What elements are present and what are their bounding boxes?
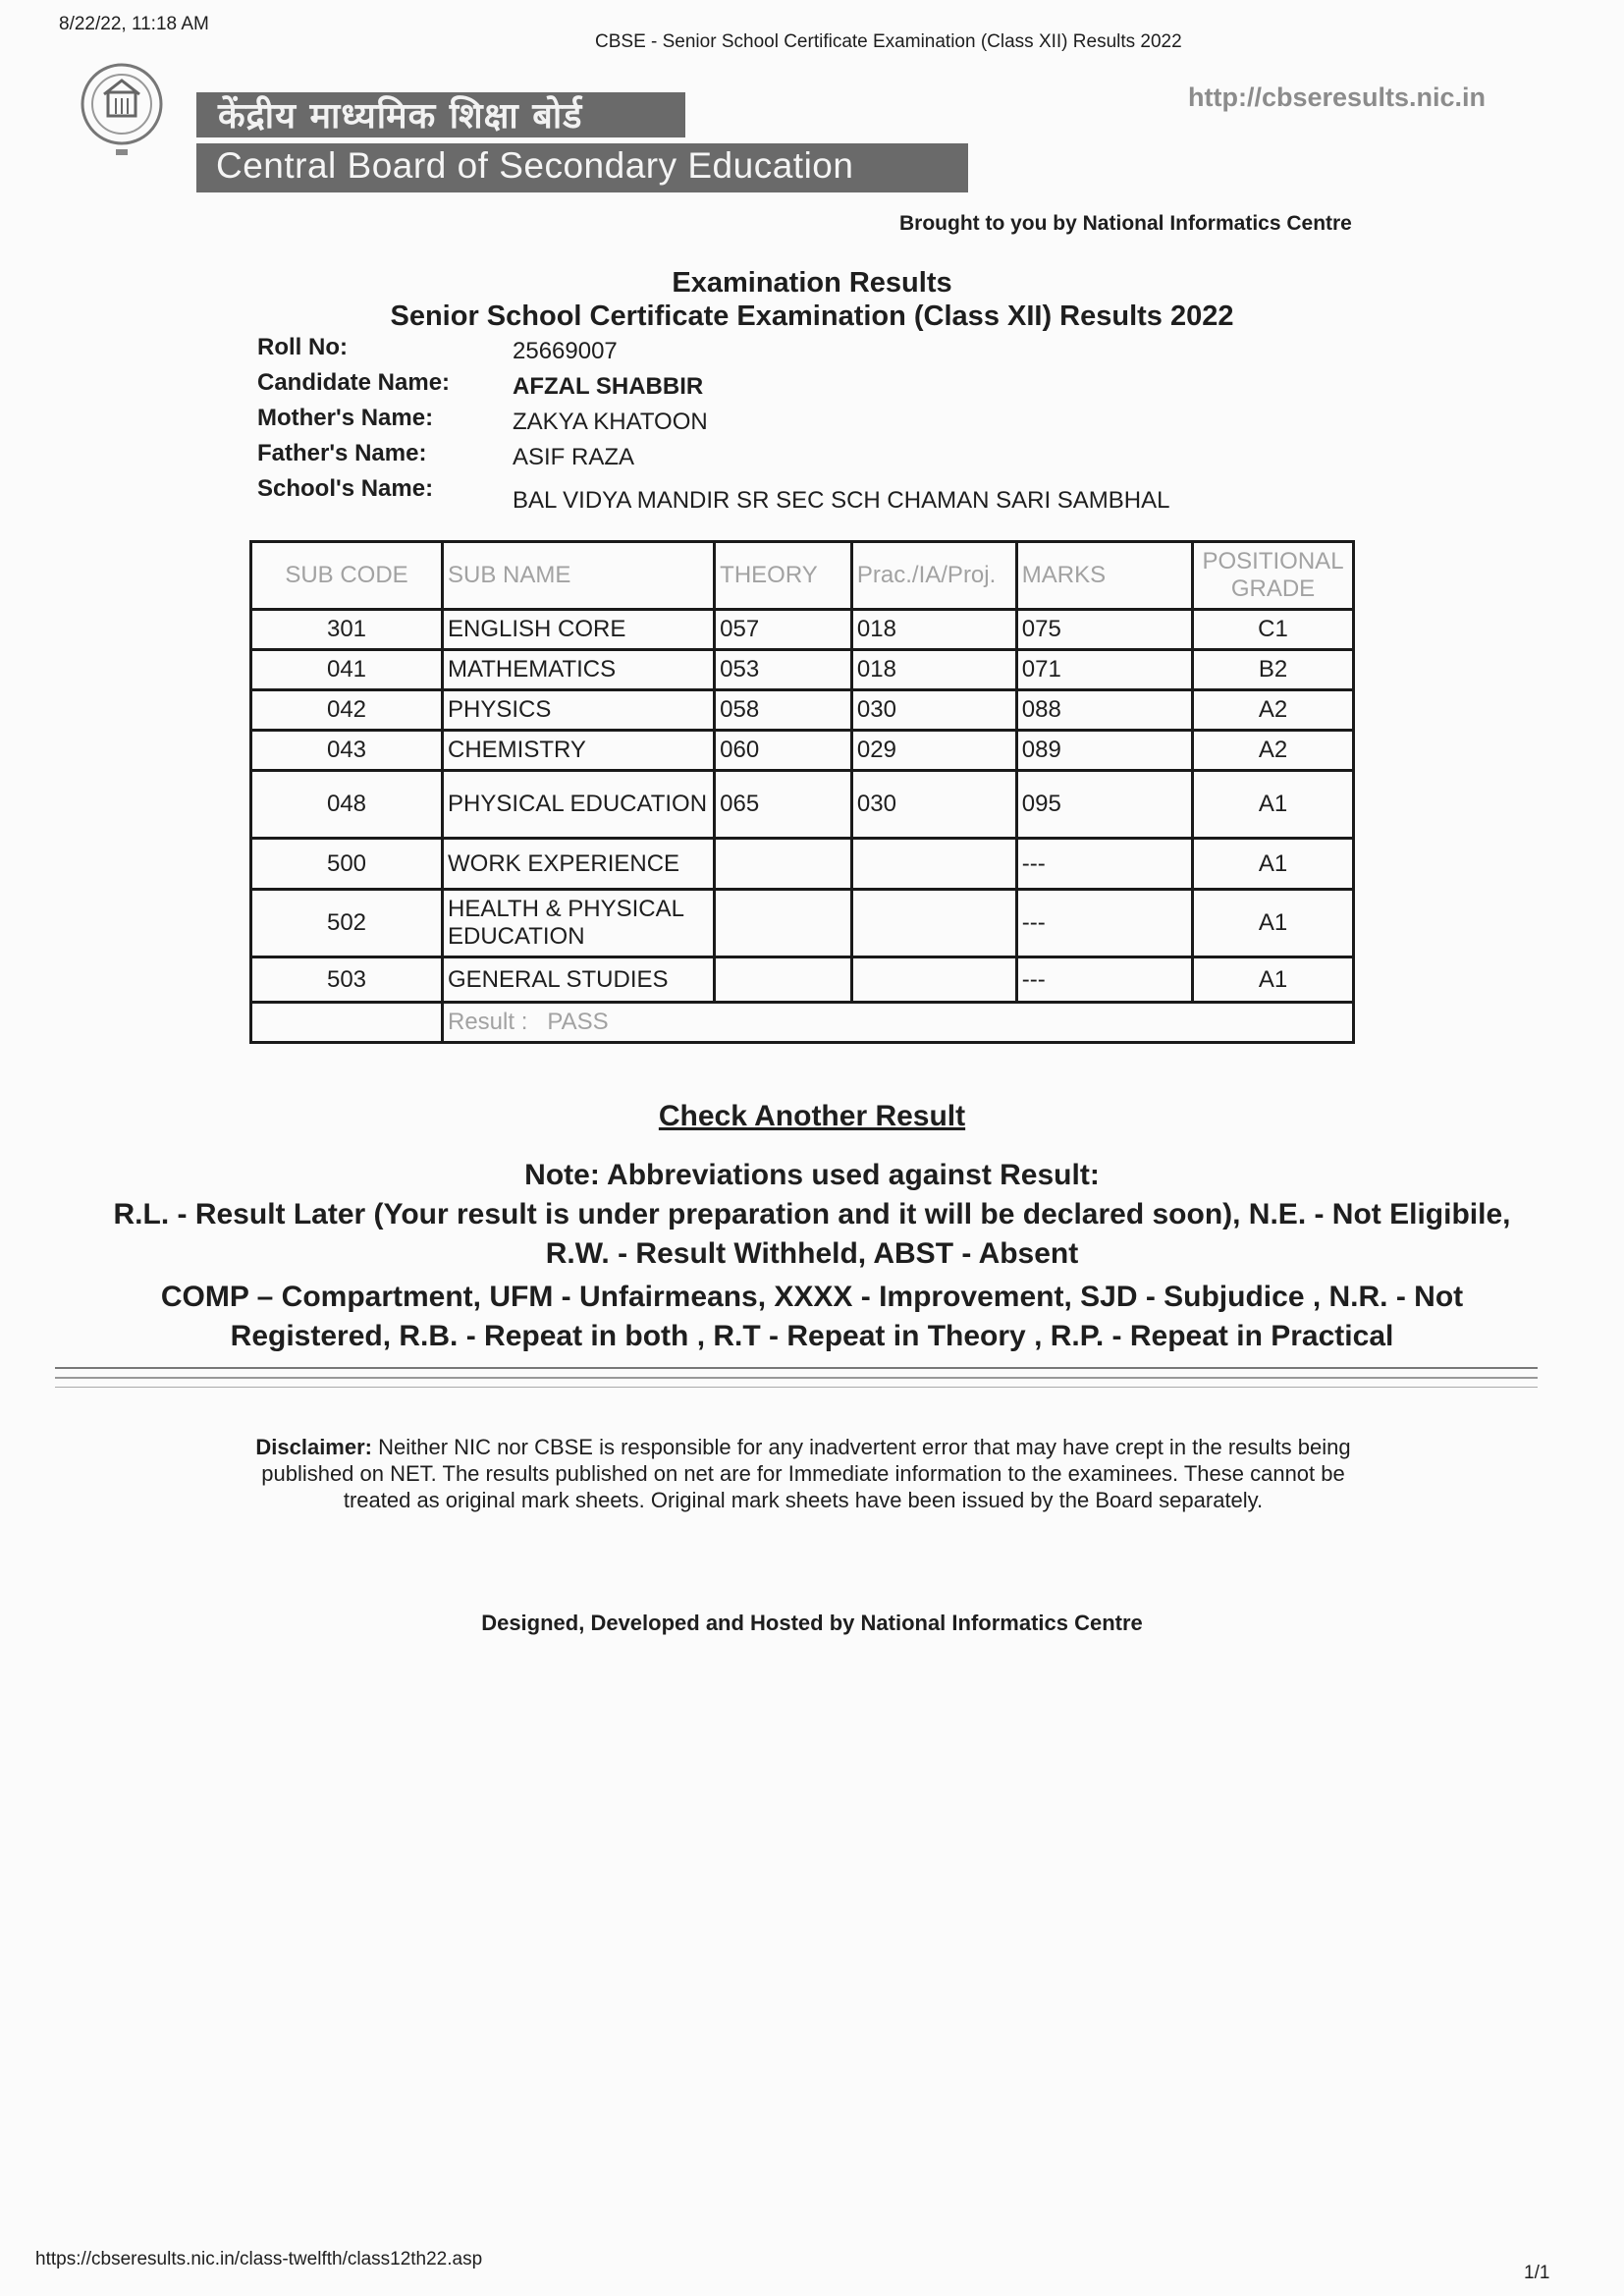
father-name-label: Father's Name: xyxy=(257,440,427,466)
practical-cell xyxy=(851,890,1016,957)
col-header-sub-code: SUB CODE xyxy=(251,542,443,610)
practical-cell: 030 xyxy=(851,771,1016,839)
school-name: BAL VIDYA MANDIR SR SEC SCH CHAMAN SARI SAMBHAL xyxy=(513,487,1170,514)
table-row xyxy=(251,771,1354,839)
sub-code-cell: 502 xyxy=(251,890,443,957)
theory-cell xyxy=(715,839,852,890)
col-header-sub-name: SUB NAME xyxy=(443,542,715,610)
table-row xyxy=(251,839,1354,890)
sub-name-cell: GENERAL STUDIES xyxy=(443,957,715,1003)
table-row xyxy=(251,690,1354,731)
roll-number: 25669007 xyxy=(513,338,618,364)
result-label: Result : xyxy=(448,1009,528,1035)
mother-name: ZAKYA KHATOON xyxy=(513,409,708,435)
notes-line-2: R.W. - Result Withheld, ABST - Absent xyxy=(545,1237,1079,1270)
candidate-name-label: Candidate Name: xyxy=(257,369,451,396)
exam-subtitle: Senior School Certificate Examination (Class XII) Results 2022 xyxy=(390,301,1234,332)
board-name-hindi: केंद्रीय माध्यमिक शिक्षा बोर्ड xyxy=(218,96,583,137)
board-name-english: Central Board of Secondary Education xyxy=(216,145,854,186)
theory-cell xyxy=(715,890,852,957)
grade-cell: A2 xyxy=(1193,731,1354,771)
sub-code-cell: 503 xyxy=(251,957,443,1003)
mother-name-label: Mother's Name: xyxy=(257,405,434,431)
marks-cell: 089 xyxy=(1016,731,1192,771)
disclaimer-label: Disclaimer: xyxy=(255,1435,372,1459)
table-row xyxy=(251,731,1354,771)
practical-cell: 029 xyxy=(851,731,1016,771)
sub-name-cell: WORK EXPERIENCE xyxy=(443,839,715,890)
notes-line-3: COMP – Compartment, UFM - Unfairmeans, XXXX - Improvement, SJD - Subjudice , N.R. - Not xyxy=(160,1281,1464,1313)
grade-cell: A1 xyxy=(1193,890,1354,957)
disclaimer xyxy=(245,1434,1361,1513)
print-page-count: 1/1 xyxy=(1524,2263,1550,2283)
sub-code-cell: 048 xyxy=(251,771,443,839)
sub-name-cell: ENGLISH CORE xyxy=(443,610,715,650)
table-row xyxy=(251,650,1354,690)
theory-cell: 058 xyxy=(715,690,852,731)
marks-cell: --- xyxy=(1016,839,1192,890)
theory-cell xyxy=(715,957,852,1003)
marks-cell: --- xyxy=(1016,957,1192,1003)
theory-cell: 065 xyxy=(715,771,852,839)
site-url-link[interactable]: http://cbseresults.nic.in xyxy=(1188,82,1487,112)
candidate-name: AFZAL SHABBIR xyxy=(513,373,704,400)
sub-name-cell: CHEMISTRY xyxy=(443,731,715,771)
nic-credit: Brought to you by National Informatics Centre xyxy=(899,212,1352,235)
sub-code-cell: 043 xyxy=(251,731,443,771)
theory-cell: 057 xyxy=(715,610,852,650)
sub-name-cell: PHYSICS xyxy=(443,690,715,731)
grade-cell: A1 xyxy=(1193,839,1354,890)
print-date: 8/22/22, 11:18 AM xyxy=(59,14,209,34)
marks-cell: 075 xyxy=(1016,610,1192,650)
school-name-label: School's Name: xyxy=(257,475,434,502)
table-row xyxy=(251,957,1354,1003)
sub-name-cell: PHYSICAL EDUCATION xyxy=(443,771,715,839)
marks-cell: --- xyxy=(1016,890,1192,957)
sub-code-cell: 041 xyxy=(251,650,443,690)
result-empty-cell xyxy=(251,1003,443,1043)
marks-cell: 071 xyxy=(1016,650,1192,690)
divider xyxy=(55,1377,1538,1379)
result-row xyxy=(251,1003,1354,1043)
divider xyxy=(55,1387,1538,1388)
page-title: Examination Results xyxy=(672,267,952,299)
table-row xyxy=(251,890,1354,957)
sub-name-cell: MATHEMATICS xyxy=(443,650,715,690)
grade-cell: A2 xyxy=(1193,690,1354,731)
divider xyxy=(55,1367,1538,1369)
col-header-practical: Prac./IA/Proj. xyxy=(851,542,1016,610)
theory-cell: 060 xyxy=(715,731,852,771)
practical-cell xyxy=(851,957,1016,1003)
sub-name-cell: HEALTH & PHYSICAL EDUCATION xyxy=(443,890,715,957)
grade-cell: A1 xyxy=(1193,957,1354,1003)
notes-line-1: R.L. - Result Later (Your result is under preparation and it will be declared soon), N.E. - Not Eligibile, xyxy=(113,1198,1511,1230)
grade-cell: C1 xyxy=(1193,610,1354,650)
father-name: ASIF RAZA xyxy=(513,444,635,470)
theory-cell: 053 xyxy=(715,650,852,690)
col-header-theory: THEORY xyxy=(715,542,852,610)
practical-cell: 018 xyxy=(851,610,1016,650)
roll-label: Roll No: xyxy=(257,334,348,360)
marks-cell: 095 xyxy=(1016,771,1192,839)
result-status: PASS xyxy=(547,1009,609,1035)
disclaimer-text: Neither NIC nor CBSE is responsible for any inadvertent error that may have crept in the results being published on NET. The results published on net are for Immediate information to the examinees. These cannot be treated as original mark sheets. Original mark sheets have been issued by the Board separately. xyxy=(261,1435,1351,1512)
print-page-title: CBSE - Senior School Certificate Examination (Class XII) Results 2022 xyxy=(595,31,1182,52)
result-cell xyxy=(443,1003,1354,1043)
grade-cell: B2 xyxy=(1193,650,1354,690)
practical-cell: 030 xyxy=(851,690,1016,731)
col-header-grade: POSITIONAL GRADE xyxy=(1193,542,1354,610)
grade-cell: A1 xyxy=(1193,771,1354,839)
check-another-result-link[interactable]: Check Another Result xyxy=(658,1100,966,1132)
practical-cell xyxy=(851,839,1016,890)
marks-cell: 088 xyxy=(1016,690,1192,731)
cbse-emblem-icon xyxy=(79,51,165,167)
table-header-row xyxy=(251,542,1354,610)
sub-code-cell: 042 xyxy=(251,690,443,731)
col-header-marks: MARKS xyxy=(1016,542,1192,610)
table-row xyxy=(251,610,1354,650)
print-footer-url: https://cbseresults.nic.in/class-twelfth/class12th22.asp xyxy=(35,2249,483,2269)
designed-by-credit: Designed, Developed and Hosted by National Informatics Centre xyxy=(481,1611,1143,1635)
practical-cell: 018 xyxy=(851,650,1016,690)
notes-title: Note: Abbreviations used against Result: xyxy=(524,1159,1100,1191)
notes-line-4: Registered, R.B. - Repeat in both , R.T - Repeat in Theory , R.P. - Repeat in Practical xyxy=(230,1320,1394,1352)
results-table xyxy=(249,540,1355,1044)
sub-code-cell: 500 xyxy=(251,839,443,890)
sub-code-cell: 301 xyxy=(251,610,443,650)
